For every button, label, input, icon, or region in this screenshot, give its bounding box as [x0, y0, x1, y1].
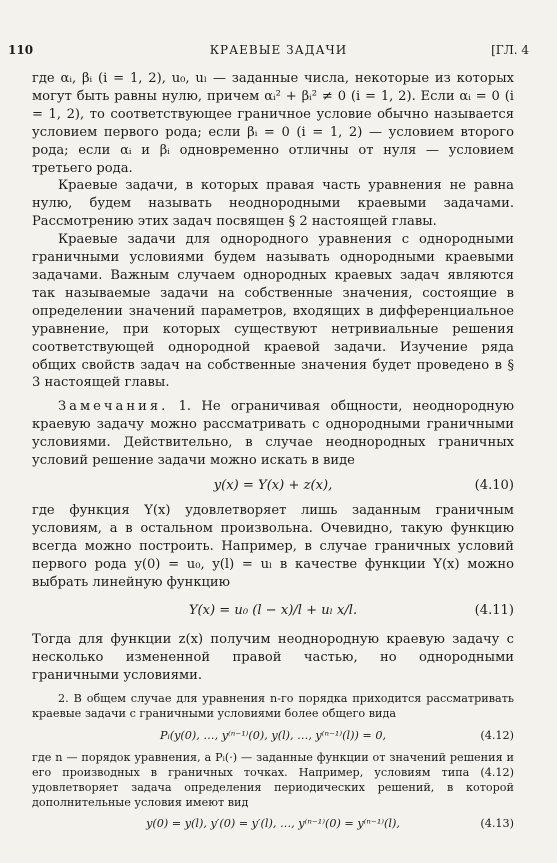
remarks-label: Замечания. [58, 399, 169, 415]
equation-4-12-text: Pᵢ(y(0), …, y⁽ⁿ⁻¹⁾(0), y(l), …, y⁽ⁿ⁻¹⁾(l)) = 0, [159, 728, 387, 742]
equation-4-13-text: y(0) = y(l), y′(0) = y′(l), …, y⁽ⁿ⁻¹⁾(0) = y⁽ⁿ⁻¹⁾(l), [146, 817, 400, 831]
page-number: 110 [8, 43, 34, 57]
equation-4-12 [32, 722, 514, 750]
equation-4-12-number: (4.12) [480, 728, 514, 742]
equation-4-11 [32, 591, 514, 631]
paragraph-function-y: где функция Y(x) удовлетворяет лишь заданным граничным условиям, а в остальном произвольна. Очевидно, такую функцию всегда можно построить. Например, в случае граничных условий первого рода y(0) = u₀, y(l) = uₗ в качестве функции Y(x) можно выбрать линейную функцию [32, 502, 514, 590]
equation-4-11-number: (4.11) [474, 603, 514, 619]
equation-4-10-text: y(x) = Y(x) + z(x), [213, 477, 333, 493]
running-header [0, 43, 557, 59]
equation-4-13 [32, 810, 514, 838]
paragraph-boundary-conditions: где αᵢ, βᵢ (i = 1, 2), u₀, uₗ — заданные числа, некоторые из которых могут быть равны нулю, причем αᵢ² + βᵢ² ≠ 0 (i = 1, 2). Если αᵢ = 0 (i = 1, 2), то соответствующее граничное условие обычно называется условием первого рода; если βᵢ = 0 (i = 1, 2) — условием второго рода; если αᵢ и βᵢ одновременно отличны от нуля — условием третьего рода. [32, 71, 514, 176]
equation-4-10 [32, 470, 514, 502]
remark-1-text: 1. Не ограничивая общности, неоднородную краевую задачу можно рассматривать с однородными граничными условиями. Действительно, в случае неоднородных граничных условий решение задачи можно искать в виде [32, 399, 514, 469]
paragraph-remark-2: 2. В общем случае для уравнения n-го порядка приходится рассматривать краевые задачи с граничными условиями более общего вида [32, 692, 514, 721]
equation-4-10-number: (4.10) [474, 477, 514, 493]
paragraph-inhomogeneous: Краевые задачи, в которых правая часть уравнения не равна нулю, будем называть неоднородными краевыми задачами. Рассмотрению этих задач посвящен § 2 настоящей главы. [32, 178, 514, 230]
equation-4-13-number: (4.13) [480, 817, 514, 831]
running-title: КРАЕВЫЕ ЗАДАЧИ [209, 43, 348, 57]
paragraph-periodic: где n — порядок уравнения, а Pᵢ(·) — заданные функции от значений решения и его производных в граничных точках. Например, условиям типа (4.12) удовлетворяет задача определения периодических решений, в которой дополнительные условия имеют вид [32, 750, 514, 810]
paragraph-remark-1 [32, 398, 514, 470]
equation-4-11-text: Y(x) = u₀ (l − x)/l + uₗ x/l. [188, 603, 358, 619]
paragraph-function-z: Тогда для функции z(x) получим неоднородную краевую задачу с несколько измененной правой частью, но однородными граничными условиями. [32, 632, 514, 684]
chapter-label: [ГЛ. 4 [491, 43, 529, 57]
page-body [32, 70, 514, 838]
paragraph-homogeneous: Краевые задачи для однородного уравнения с однородными граничными условиями будем называть однородными краевыми задачами. Важным случаем однородных краевых задач являются так называемые задачи на собственные значения, состоящие в определении значений параметров, входящих в дифференциальное уравнение, при которых существуют нетривиальные решения соответствующей однородной краевой задачи. Изучение ряда общих свойств задач на собственные значения будет проведено в § 3 настоящей главы. [32, 232, 514, 391]
